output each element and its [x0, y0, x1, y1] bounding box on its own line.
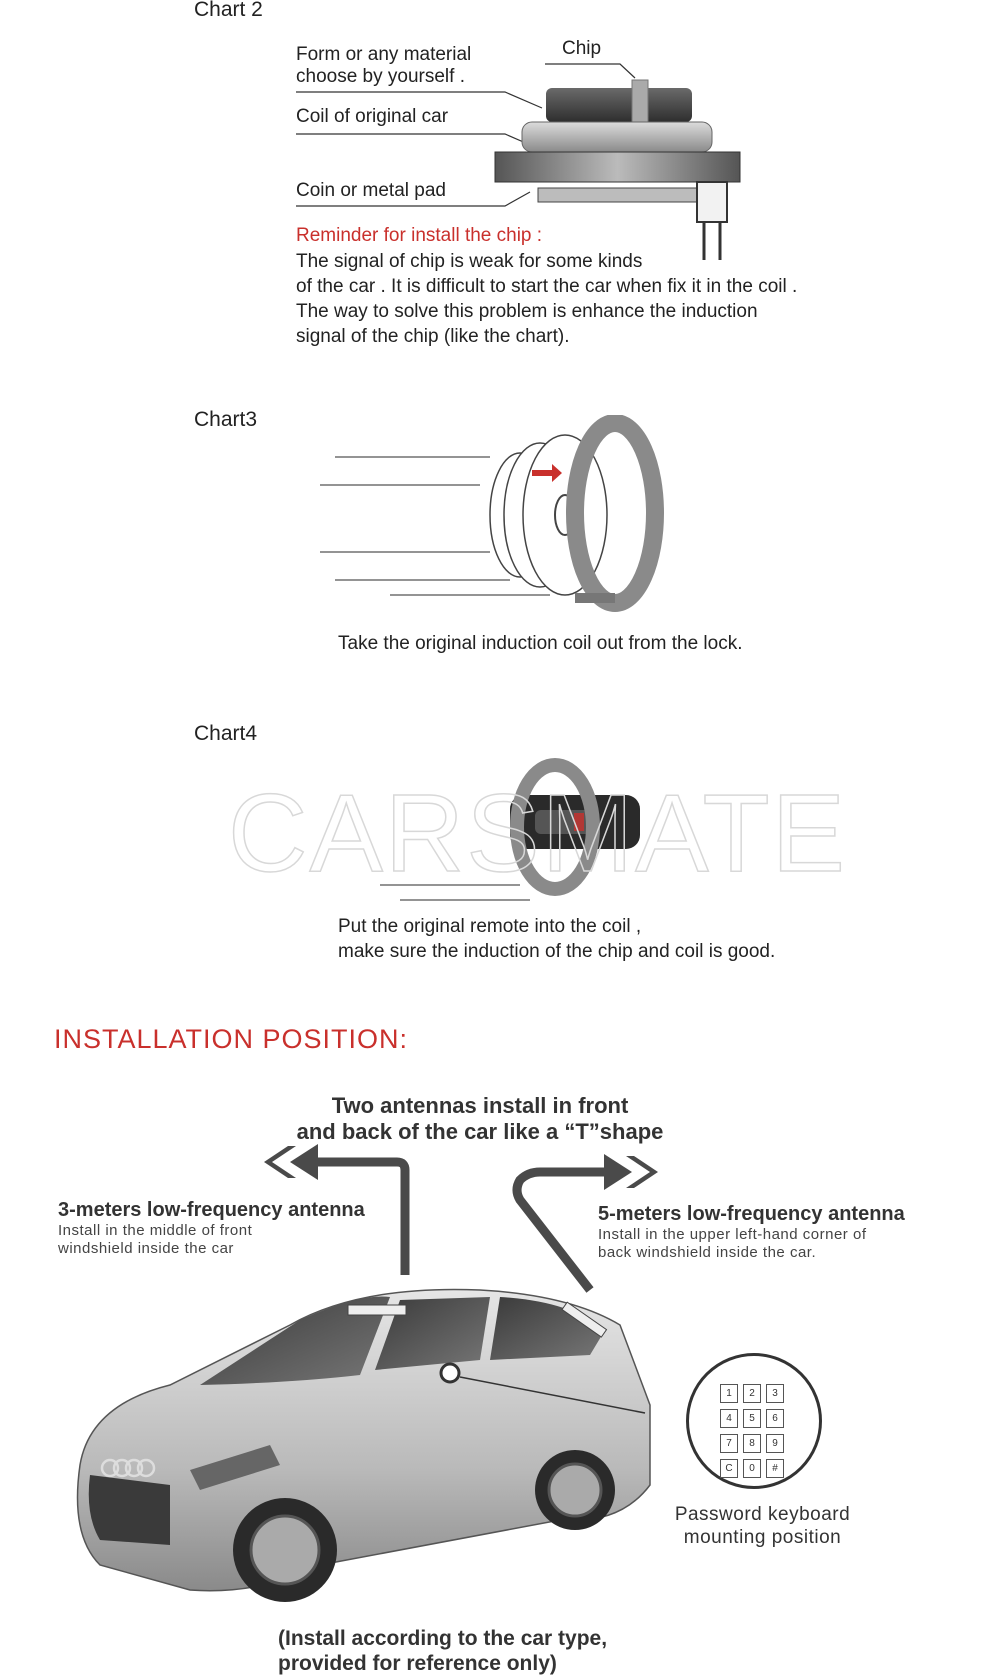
reference-note-line-1: (Install according to the car type,: [278, 1627, 608, 1650]
car-illustration: [60, 1265, 670, 1610]
material-label-line-1: Form or any material: [296, 44, 472, 65]
back-antenna-desc-line-2: back windshield inside the car.: [598, 1244, 817, 1261]
back-antenna-info: [598, 1203, 905, 1262]
keypad-key: 7: [720, 1434, 738, 1453]
reference-note-line-2: provided for reference only): [278, 1652, 557, 1675]
right-arrow-icon: [604, 1154, 632, 1190]
front-antenna-desc-line-1: Install in the middle of front: [58, 1222, 253, 1239]
chart4-caption: [338, 914, 775, 964]
coin-pad-shape: [538, 188, 698, 202]
chip-label: Chip: [562, 38, 602, 59]
material-block: [546, 88, 692, 122]
keypad-key: 5: [743, 1409, 761, 1428]
material-label-line-2: choose by yourself .: [296, 66, 465, 87]
keypad-key: 0: [743, 1459, 761, 1478]
reference-note: [278, 1626, 607, 1676]
keypad-key: 8: [743, 1434, 761, 1453]
antenna-headline: [290, 1093, 670, 1145]
keypad-key: 4: [720, 1409, 738, 1428]
chart4-title: Chart4: [194, 722, 258, 745]
left-arrow-icon: [290, 1144, 318, 1180]
back-antenna-desc: [598, 1226, 905, 1262]
back-antenna-desc-line-1: Install in the upper left-hand corner of: [598, 1226, 867, 1243]
back-antenna-title: 5-meters low-frequency antenna: [598, 1203, 905, 1225]
headline-line-1: Two antennas install in front: [331, 1093, 629, 1118]
keypad-caption-line-1: Password keyboard: [674, 1504, 851, 1525]
reminder-line-2: of the car . It is difficult to start the car when fix it in the coil .: [296, 276, 798, 297]
chart2-title: Chart 2: [194, 0, 263, 21]
reminder-heading: Reminder for install the chip :: [296, 225, 543, 246]
keypad-key: 1: [720, 1384, 738, 1403]
reminder-line-4: signal of the chip (like the chart).: [296, 326, 570, 347]
reminder-line-1: The signal of chip is weak for some kinds: [296, 251, 643, 272]
reminder-body: [296, 249, 797, 349]
chart3-caption: Take the original induction coil out from the lock.: [338, 633, 743, 654]
chip-shape: [632, 80, 648, 122]
keypad-key: 6: [766, 1409, 784, 1428]
keypad-grid: [720, 1384, 784, 1478]
brand-watermark: CARSMATE: [228, 772, 848, 895]
front-antenna-desc-line-2: windshield inside the car: [58, 1240, 234, 1257]
reminder-line-3: The way to solve this problem is enhance the induction: [296, 301, 758, 322]
front-antenna-info: [58, 1199, 365, 1258]
headline-line-2: and back of the car like a “T”shape: [296, 1119, 664, 1144]
chart3-title: Chart3: [194, 408, 258, 431]
keypad-callout: [686, 1353, 822, 1489]
coil-label: Coil of original car: [296, 106, 449, 127]
keypad-caption: [655, 1503, 870, 1549]
keypad-key: 3: [766, 1384, 784, 1403]
lock-coil-diagram: [310, 415, 700, 615]
front-antenna-title: 3-meters low-frequency antenna: [58, 1199, 365, 1221]
installation-heading: INSTALLATION POSITION:: [54, 1024, 409, 1054]
coin-label: Coin or metal pad: [296, 180, 446, 201]
coil-flange: [495, 152, 740, 182]
front-antenna-strip: [348, 1305, 406, 1315]
keypad-key: C: [720, 1459, 738, 1478]
front-antenna-desc: [58, 1222, 365, 1258]
coil-shape: [522, 122, 712, 152]
chart4-caption-line-1: Put the original remote into the coil ,: [338, 916, 642, 937]
keypad-key: #: [766, 1459, 784, 1478]
keypad-key: 2: [743, 1384, 761, 1403]
chart4-caption-line-2: make sure the induction of the chip and coil is good.: [338, 941, 776, 962]
car-grille: [89, 1475, 170, 1545]
keypad-mount-marker-icon: [441, 1364, 459, 1382]
keypad-caption-line-2: mounting position: [683, 1527, 842, 1548]
keypad-key: 9: [766, 1434, 784, 1453]
